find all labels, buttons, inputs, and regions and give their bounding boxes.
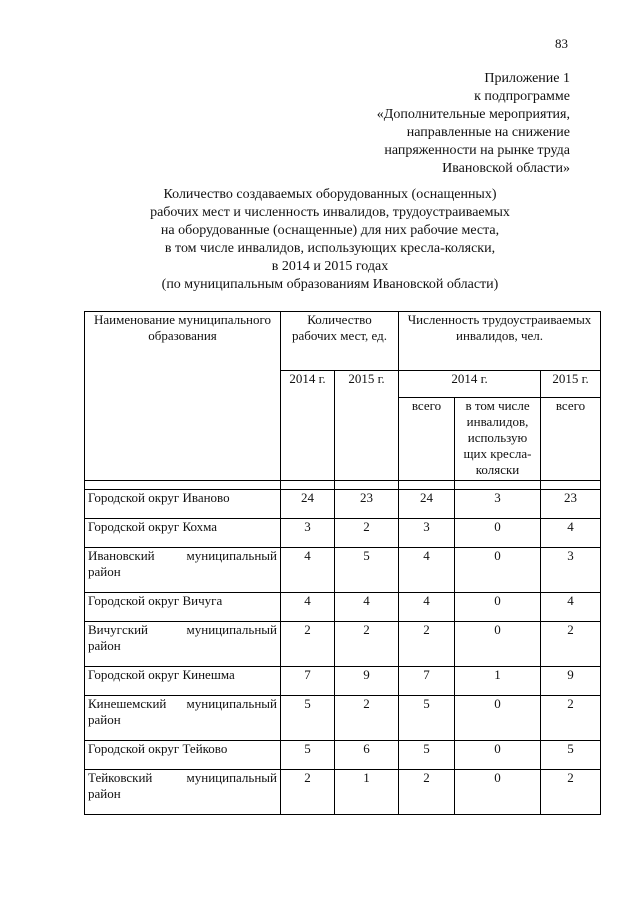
title-line: на оборудованные (оснащенные) для них рабочие места, (160, 223, 500, 238)
table-row (85, 519, 601, 548)
cell-total-2014: 24 (399, 490, 455, 519)
cell-workplaces-2014: 5 (281, 696, 335, 741)
cell-workplaces-2015: 1 (335, 770, 399, 815)
cell-total-2015: 2 (541, 770, 601, 815)
appendix-line: «Дополнительные мероприятия, (376, 107, 570, 122)
cell-workplaces-2015: 2 (335, 519, 399, 548)
header-workplaces: Количество рабочих мест, ед. (281, 312, 399, 371)
table-row (85, 770, 601, 815)
cell-wheelchair-2014: 0 (455, 519, 541, 548)
cell-workplaces-2014: 7 (281, 667, 335, 696)
cell-total-2014: 5 (399, 696, 455, 741)
cell-total-2014: 2 (399, 622, 455, 667)
cell-wheelchair-2014: 3 (455, 490, 541, 519)
cell-total-2014: 4 (399, 593, 455, 622)
appendix-line: Приложение 1 (484, 71, 570, 86)
document-title (70, 186, 590, 294)
title-line: в том числе инвалидов, использующих кресла-коляски, (164, 241, 496, 256)
header-total-2015: всего (541, 398, 601, 481)
cell-total-2015: 4 (541, 519, 601, 548)
title-line: рабочих мест и численность инвалидов, трудоустраиваемых (150, 205, 510, 220)
cell-total-2015: 3 (541, 548, 601, 593)
title-line: (по муниципальным образованиям Ивановской области) (161, 277, 499, 292)
row-name-cell: Городской округ Вичуга (85, 593, 281, 622)
table-row (85, 548, 601, 593)
cell-workplaces-2015: 2 (335, 622, 399, 667)
cell-total-2015: 23 (541, 490, 601, 519)
cell-workplaces-2015: 9 (335, 667, 399, 696)
cell-wheelchair-2014: 0 (455, 593, 541, 622)
title-line: Количество создаваемых оборудованных (оснащенных) (163, 187, 497, 202)
cell-total-2015: 4 (541, 593, 601, 622)
cell-workplaces-2014: 2 (281, 622, 335, 667)
cell-wheelchair-2014: 0 (455, 622, 541, 667)
table-row (85, 667, 601, 696)
cell-workplaces-2015: 5 (335, 548, 399, 593)
cell-workplaces-2014: 4 (281, 548, 335, 593)
row-name-cell: Городской округ Тейково (85, 741, 281, 770)
cell-workplaces-2014: 24 (281, 490, 335, 519)
row-name-cell: Тейковский муниципальный район (85, 770, 281, 815)
appendix-line: Ивановской области» (442, 161, 570, 176)
cell-total-2014: 3 (399, 519, 455, 548)
cell-total-2014: 4 (399, 548, 455, 593)
cell-wheelchair-2014: 0 (455, 548, 541, 593)
row-name-cell: Кинешемский муниципальный район (85, 696, 281, 741)
header-total-2014: всего (399, 398, 455, 481)
cell-workplaces-2015: 23 (335, 490, 399, 519)
cell-workplaces-2015: 6 (335, 741, 399, 770)
header-disabled-2014: 2014 г. (399, 371, 541, 398)
header-disabled: Численность трудоустраиваемых инвалидов, чел. (399, 312, 601, 371)
header-disabled-2015: 2015 г. (541, 371, 601, 398)
header-workplaces-2015: 2015 г. (335, 371, 399, 481)
table-row (85, 490, 601, 519)
cell-total-2015: 2 (541, 622, 601, 667)
row-name-cell: Городской округ Кохма (85, 519, 281, 548)
separator-row (85, 481, 601, 490)
cell-wheelchair-2014: 0 (455, 696, 541, 741)
cell-total-2015: 2 (541, 696, 601, 741)
table-row (85, 696, 601, 741)
cell-total-2014: 5 (399, 741, 455, 770)
cell-workplaces-2015: 4 (335, 593, 399, 622)
appendix-line: к подпрограмме (474, 89, 570, 104)
cell-wheelchair-2014: 1 (455, 667, 541, 696)
appendix-line: напряженности на рынке труда (384, 143, 570, 158)
cell-workplaces-2015: 2 (335, 696, 399, 741)
row-name-cell: Городской округ Кинешма (85, 667, 281, 696)
table-body (85, 481, 601, 815)
cell-workplaces-2014: 5 (281, 741, 335, 770)
cell-wheelchair-2014: 0 (455, 770, 541, 815)
cell-workplaces-2014: 4 (281, 593, 335, 622)
row-name-cell: Городской округ Иваново (85, 490, 281, 519)
row-name-cell: Вичугский муниципальный район (85, 622, 281, 667)
table-row (85, 593, 601, 622)
header-name: Наименование муниципального образования (85, 312, 281, 481)
table-row (85, 741, 601, 770)
cell-workplaces-2014: 2 (281, 770, 335, 815)
cell-wheelchair-2014: 0 (455, 741, 541, 770)
title-line: в 2014 и 2015 годах (271, 259, 389, 274)
header-workplaces-2014: 2014 г. (281, 371, 335, 481)
appendix-line: направленные на снижение (406, 125, 570, 140)
table-row (85, 622, 601, 667)
cell-workplaces-2014: 3 (281, 519, 335, 548)
page-number: 83 (555, 36, 568, 51)
cell-total-2015: 9 (541, 667, 601, 696)
data-table (84, 311, 601, 815)
cell-total-2015: 5 (541, 741, 601, 770)
row-name-cell: Ивановский муниципальный район (85, 548, 281, 593)
cell-total-2014: 7 (399, 667, 455, 696)
cell-total-2014: 2 (399, 770, 455, 815)
appendix-note (250, 70, 570, 178)
header-wheelchair-2014: в том числе инвалидов, использую щих кресла-коляски (455, 398, 541, 481)
